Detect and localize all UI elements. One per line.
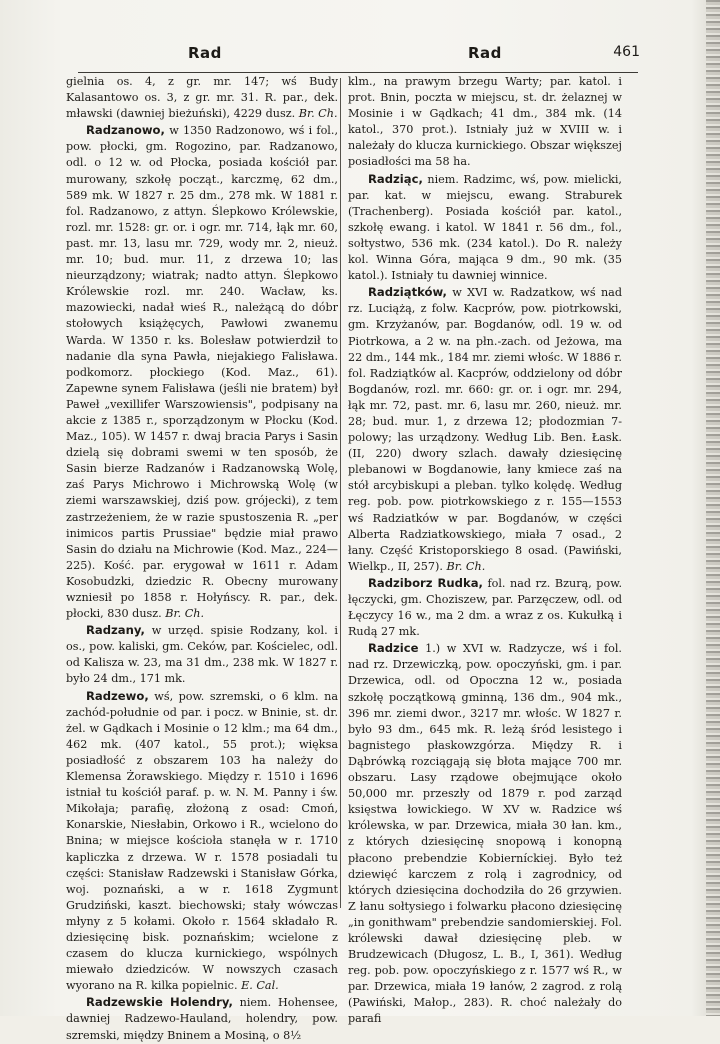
entry-text: w urzęd. spisie Rodzany, kol. i os., pow. kaliski, gm. Ceków, par. Kościelec, odl. od Kalisza w. 23, ma 31 dm., 238 mk. W 1827 r. było 24 dm., 171 mk. xyxy=(66,624,338,686)
entry-headword: Radziąc, xyxy=(368,171,423,186)
entry xyxy=(66,622,338,687)
page-edge-shadow xyxy=(706,0,720,1016)
entry-text: niem. Radzimc, wś, pow. mielicki, par. kat. w miejscu, ewang. Straburek (Trachenberg). Posiada kościół par. katol., szkołę ewang. i katol. W 1841 r. 56 dm., fol., sołtystwo, 536 mk. (234 katol.). Do R. należy kol. Winna Góra, mająca 9 dm., 90 mk. (35 katol.). Istniały tu dawniej winnice. xyxy=(348,172,622,283)
column-divider xyxy=(340,78,341,908)
entry-text: klm., na prawym brzegu Warty; par. katol. i prot. Bnin, poczta w miejscu, st. dr. żelaznej w Mosinie i w Gądkach; 41 dm., 384 mk. (14 katol., 370 prot.). Istniały już w XVIII w. i należały do klucza kurnickiego. Obszar większej posiadłości ma 58 ha. xyxy=(348,75,622,169)
entry-text: niem. Hohensee, dawniej Radzewo-Hauland, holendry, pow. szremski, między Bninem a Mosiną, o 8½ xyxy=(66,996,339,1042)
entry-signature: Br. Ch. xyxy=(165,607,205,621)
entry-headword: Radzany, xyxy=(86,623,145,638)
entry-headword: Radziborz Rudka, xyxy=(368,575,483,590)
entry xyxy=(66,688,338,995)
entry-signature: Br. Ch. xyxy=(446,559,486,573)
entry-headword: Radzewo, xyxy=(86,688,149,703)
entry xyxy=(348,284,622,575)
entry-text: 1.) w XVI w. Radzycze, wś i fol. nad rz. Drzewiczką, pow. opoczyński, gm. i par. Drzewica, odl. od Opoczna 12 w., posiada szkołę początkową gminną, 136 dm., 904 mk., 396 mr. ziemi dwor., 3217 mr. włośc. W 1827 r. było 93 dm., 645 mk. R. leżą śród lesistego i bagnistego płaskowzgórza. Między R. i Dąbrówką rozciągają się błota mające 700 mr. obszaru. Lasy rządowe obejmujące około 50,000 mr. przeszły od 1879 r. pod zarząd księstwa łowickiego. W XV w. Radzice wś królewska, w par. Drzewica, miała 30 łan. km., z których dziesięcinę snopową i konopną płacono prebendzie Kobierníckiej. Było też dziewięć karczem z rolą i zagrodnicy, od których dziesięcina dochodziła do 26 grzywien. Z łanu sołtysiego i folwarku płacono dziesięcinę „in gonithwam" prebendzie sandomierskiej. Fol. królewski dawał dziesięcinę pleb. w Brudzewicach (Długosz, L. B., I, 361). Według reg. pob. pow. opoczyńskiego z r. 1577 wś R., w par. Drzewica, miała 19 łanów, 2 zagrod. z rolą (Pawiński, Małop., 283). R. choć należały do parafi xyxy=(348,642,622,1026)
entry-text: fol. nad rz. Bzurą, pow. łęczycki, gm. Choziszew, par. Parzęczew, odl. od Łęczycy 16 w., ma 2 dm. a wraz z os. Kukułką i Rudą 27 mk. xyxy=(348,576,622,639)
entry-text: w XVI w. Radzatkow, wś nad rz. Luciążą, z folw. Kacprów, pow. piotrkowski, gm. Krzyżanów, par. Bogdanów, odl. 19 w. od Piotrkowa, a 2 w. na płn.-zach. od Jeżowa, ma 22 dm., 144 mk., 184 mr. ziemi włośc. W 1886 r. fol. Radziątków al. Kacprów, oddzielony od dóbr Bogdanów, rozl. mr. 660: gr. or. i ogr. mr. 294, łąk mr. 72, past. mr. 6, lasu mr. 260, nieuż. mr. 28; bud. mur. 1, z drzewa 12; płodozmian 7-polowy; las urządzony. Według Lib. Ben. Łask. (II, 220) dwory szlach. dawały dziesięcinę plebanowi w Bogdanowie, łany kmiece zaś na stół arcybiskupi a pleban. tylko kolędę. Według reg. pob. pow. piotrkowskiego z r. 155—1553 wś Radziatków w par. Bogdanów, w części Alberta Radziatkowskiego, miała 7 osad., 2 łany. Część Kristoporskiego 8 osad. (Pawiński, Wielkp., II, 257). xyxy=(348,286,622,573)
entry-headword: Radzice xyxy=(368,641,419,656)
entry xyxy=(66,122,338,622)
entry xyxy=(348,640,622,1027)
entry-headword: Radzanowo, xyxy=(86,123,165,138)
entry xyxy=(66,994,338,1043)
entry-headword: Radziątków, xyxy=(368,285,447,300)
header-rule xyxy=(78,72,638,73)
left-column xyxy=(66,74,338,1044)
running-head-left: Rad xyxy=(188,44,222,62)
entry-headword: Radzewskie Holendry, xyxy=(86,995,233,1010)
entry-signature: Br. Ch. xyxy=(298,107,338,121)
entry-signature: E. Cal. xyxy=(241,979,279,993)
entry xyxy=(66,74,338,122)
running-header xyxy=(70,44,640,66)
right-column xyxy=(348,74,622,1028)
page-number: 461 xyxy=(613,44,640,60)
entry xyxy=(348,575,622,640)
running-head-right: Rad xyxy=(468,44,502,62)
entry-text: wś, pow. szremski, o 6 klm. na zachód-południe od par. i pocz. w Bninie, st. dr. żel. w Gądkach i Mosinie o 12 klm.; ma 64 dm., 462 mk. (407 katol., 55 prot.); więksa posiadłość z obszarem 103 ha należy do Klemensa Żorawskiego. Między r. 1510 i 1696 istniał tu kościół paraf. p. w. N. M. Panny i św. Mikołaja; parafię, złożoną z osad: Cmoń, Konarskie, Niesłabin, Orkowo i R., wcielono do Bnina; w miejsce kościoła stanęła w r. 1710 kapliczka z drzewa. W r. 1578 posiadali tu części: Stanisław Radzewski i Stanisław Górka, woj. poznański, a w r. 1618 Zygmunt Grudziński, kaszt. biechowski; stały wówczas młyny z 5 kołami. Około r. 1564 składało R. dziesięcinę bisk. poznańskim; wcielone z czasem do klucza kurnickiego, wspólnych miewało dziedziców. W nowszych czasach wyorano na R. kilka popielnic. xyxy=(66,689,338,993)
entry xyxy=(348,74,622,171)
entry xyxy=(348,171,622,285)
entry-text: w 1350 Radzonowo, wś i fol., pow. płocki, gm. Rogozino, par. Radzanowo, odl. o 12 w. od Płocka, posiada kościół par. murowany, szkołę począt., karczmę, 62 dm., 589 mk. W 1827 r. 25 dm., 278 mk. W 1881 r. fol. Radzanowo, z attyn. Ślepkowo Królewskie, rozl. mr. 1528: gr. or. i ogr. mr. 714, łąk mr. 60, past. mr. 13, lasu mr. 729, wody mr. 2, nieuż. mr. 10; bud. mur. 11, z drzewa 10; las nieurządzony; wiatrak; nadto attyn. Ślepkowo Królewskie rozl. mr. 240. Wacław, ks. mazowiecki, nadał wieś R., należącą do dóbr stołowych książęcych, Pawłowi zwanemu Warda. W 1350 r. ks. Bolesław potwierdził to nadanie dla syna Pawła, niejakiego Falisława. podkomorz. płockiego (Kod. Maz., 61). Zapewne synem Falisława (jeśli nie bratem) był Paweł „vexillifer Warszowiensis", podpisany na akcie z 1385 r., sporządzonym w Płocku (Kod. Maz., 105). W 1457 r. dwaj bracia Parys i Sasin dzielą się dobrami swemi w ten sposób, że Sasin bierze Radzanów i Radzanowską Wolę, zaś Parys Michrowo i Michrowską Wolę (w ziemi warszawskiej, dziś pow. grójecki), z tem zastrzeżeniem, że w razie spustoszenia R. „per inimicos partis Prussiae" będzie miał prawo Sasin do działu na Michrowie (Kod. Maz., 224—225). Kość. par. erygował w 1611 r. Adam Kosobudzki, dziedzic R. Obecny murowany wzniesił po 1858 r. Hołyńscy. R. par., dek. płocki, 830 dusz. xyxy=(66,124,338,621)
entry-text: gielnia os. 4, z gr. mr. 147; wś Budy Kalasantowo os. 3, z gr. mr. 31. R. par., dek. mławski (dawniej bieżuński), 4229 dusz. xyxy=(66,75,338,121)
